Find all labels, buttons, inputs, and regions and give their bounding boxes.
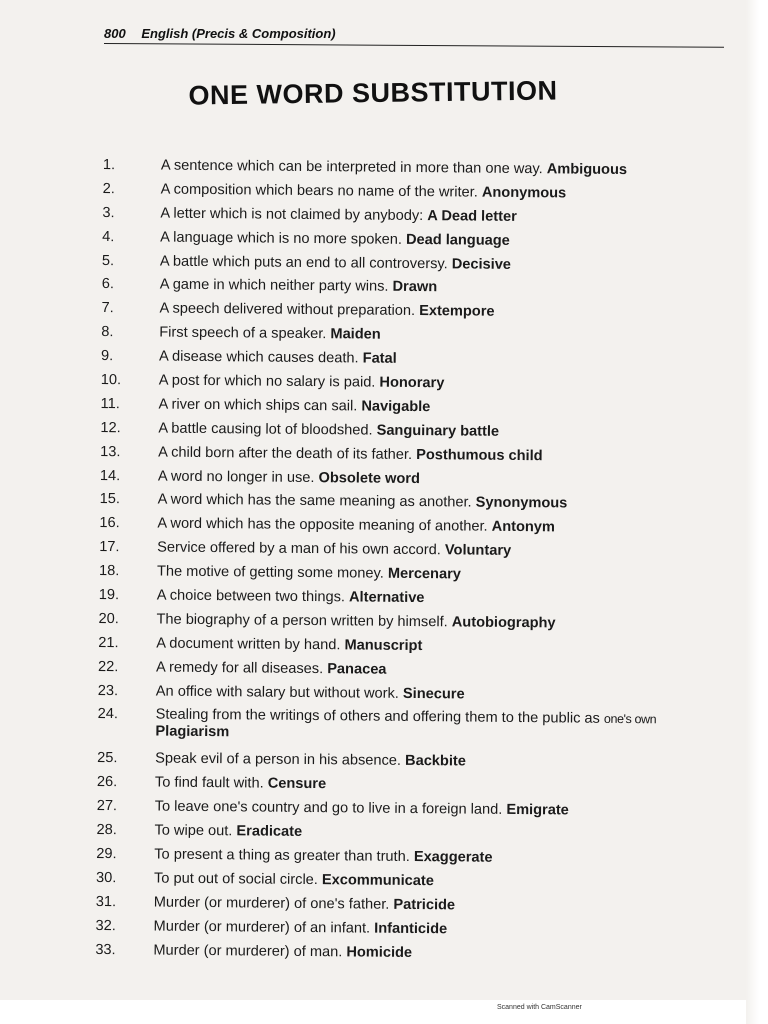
item-number: 27. — [96, 798, 118, 815]
item-number: 15. — [99, 491, 121, 508]
item-text — [160, 250, 511, 277]
item-answer: Antonym — [491, 519, 556, 536]
item-definition: Murder (or murderer) of an infant. — [153, 918, 371, 937]
item-text — [153, 939, 412, 965]
item-text — [156, 680, 465, 707]
item-text — [159, 370, 445, 397]
item-answer: Alternative — [348, 589, 425, 607]
item-number: 9. — [100, 348, 114, 365]
item-text — [158, 393, 430, 420]
item-answer: Maiden — [330, 326, 381, 343]
item-definition: Murder (or murderer) of one's father. — [153, 894, 390, 913]
item-number: 24. — [97, 706, 118, 723]
item-number: 19. — [98, 587, 120, 604]
item-number: 32. — [95, 917, 116, 934]
item-text — [157, 585, 425, 611]
substitution-list — [95, 154, 743, 969]
item-text — [155, 748, 466, 775]
item-definition: To find fault with. — [154, 774, 264, 792]
item-text — [153, 915, 447, 942]
item-text — [158, 465, 420, 491]
item-definition: To present a thing as greater than truth. — [154, 846, 410, 866]
item-number: 22. — [98, 658, 119, 675]
item-definition: The biography of a person written by himself. — [156, 611, 448, 631]
item-number: 1. — [102, 156, 116, 174]
item-number: 4. — [102, 228, 115, 245]
item-number: 2. — [102, 180, 115, 198]
item-answer: Voluntary — [444, 542, 512, 560]
item-definition: A word which has the same meaning as another. — [157, 492, 472, 512]
item-text — [156, 656, 387, 682]
item-number: 13. — [100, 443, 121, 460]
item-number: 30. — [95, 869, 117, 887]
item-text — [157, 537, 511, 564]
item-definition: Murder (or murderer) of man. — [153, 942, 343, 960]
item-answer: Obsolete word — [318, 469, 420, 487]
item-answer: Sinecure — [402, 685, 465, 703]
item-definition: A game in which neither party wins. — [159, 277, 389, 296]
item-number: 3. — [102, 204, 115, 221]
item-answer: Mercenary — [387, 565, 461, 583]
item-number: 26. — [96, 774, 118, 791]
item-answer: Plagiarism — [155, 724, 230, 741]
item-definition: A river on which ships can sail. — [158, 396, 358, 415]
item-text — [154, 820, 302, 845]
item-text — [154, 844, 493, 871]
item-answer: Posthumous child — [416, 446, 543, 464]
item-text — [159, 346, 397, 372]
item-definition: A word which has the opposite meaning of another. — [157, 515, 488, 536]
item-answer: Drawn — [392, 279, 438, 296]
item-definition: To leave one's country and go to live in a foreign land. — [154, 798, 503, 819]
item-number: 16. — [99, 515, 120, 532]
item-answer: Anonymous — [481, 184, 567, 202]
item-answer: Eradicate — [236, 823, 303, 841]
item-number: 31. — [95, 893, 117, 910]
item-definition: A composition which bears no name of the writer. — [160, 181, 478, 201]
item-definition: A word no longer in use. — [157, 468, 315, 486]
item-answer: Panacea — [327, 660, 387, 678]
item-number: 29. — [96, 846, 117, 863]
item-definition: A document written by hand. — [156, 635, 341, 654]
item-answer: Autobiography — [451, 614, 556, 632]
item-text — [155, 707, 735, 747]
item-number: 17. — [99, 539, 120, 556]
item-answer: Fatal — [362, 350, 397, 367]
item-text — [160, 226, 510, 253]
item-answer: Excommunicate — [321, 872, 434, 890]
item-text — [154, 867, 434, 894]
item-number: 8. — [101, 324, 114, 341]
item-number: 21. — [98, 634, 119, 651]
item-answer: Synonymous — [475, 495, 568, 512]
item-definition: First speech of a speaker. — [159, 324, 327, 343]
list-item — [95, 939, 735, 969]
item-answer: Navigable — [361, 398, 431, 416]
item-definition-tail: one's own — [603, 712, 657, 727]
item-answer: Sanguinary battle — [376, 422, 500, 440]
item-number: 6. — [101, 276, 114, 293]
item-definition: A speech delivered without preparation. — [159, 300, 416, 320]
item-answer: Homicide — [346, 943, 413, 961]
item-number: 18. — [98, 563, 120, 580]
item-definition: Speak evil of a person in his absence. — [155, 751, 402, 770]
item-text — [160, 202, 517, 229]
item-number: 12. — [100, 419, 121, 436]
item-answer: Exaggerate — [413, 849, 493, 866]
item-number: 10. — [100, 372, 122, 389]
item-number: 7. — [101, 300, 114, 317]
item-number: 25. — [97, 750, 118, 767]
item-text — [159, 298, 494, 325]
page-title: ONE WORD SUBSTITUTION — [188, 75, 558, 111]
item-answer: Emigrate — [506, 802, 569, 819]
item-answer: Backbite — [404, 753, 466, 770]
item-answer: Extempore — [419, 303, 495, 321]
item-text — [155, 772, 326, 798]
book-title: English (Precis & Composition) — [141, 26, 336, 41]
item-definition: A remedy for all diseases. — [155, 659, 324, 677]
item-definition: A choice between two things. — [156, 587, 346, 606]
item-answer: Manuscript — [344, 637, 423, 654]
scanner-watermark: Scanned with CamScanner — [497, 1004, 582, 1011]
item-definition: A post for which no salary is paid. — [158, 372, 376, 391]
item-definition: A letter which is not claimed by anybody: — [160, 205, 424, 224]
item-definition: A battle which puts an end to all controversy. — [159, 253, 448, 272]
item-answer: Infanticide — [374, 920, 448, 938]
item-number: 33. — [95, 941, 116, 958]
item-definition: The motive of getting some money. — [156, 563, 384, 582]
item-answer: Ambiguous — [546, 161, 628, 179]
item-answer: Honorary — [379, 374, 445, 392]
item-number: 20. — [98, 610, 119, 628]
item-definition: A sentence which can be interpreted in more than one way. — [160, 157, 543, 178]
item-text — [158, 417, 499, 444]
item-text — [160, 274, 438, 301]
item-number: 11. — [100, 395, 120, 413]
item-text — [154, 891, 456, 918]
item-number: 28. — [96, 822, 117, 839]
header-rule — [104, 43, 724, 48]
item-number: 23. — [97, 682, 119, 699]
item-definition: A battle causing lot of bloodshed. — [158, 420, 373, 439]
item-definition: A child born after the death of its father. — [158, 444, 413, 463]
list-item — [97, 703, 737, 753]
item-answer: Dead language — [405, 231, 510, 249]
item-text — [159, 322, 381, 348]
item-answer: Patricide — [393, 896, 456, 914]
item-definition: An office with salary but without work. — [155, 683, 399, 702]
item-text — [156, 632, 422, 658]
running-header — [104, 26, 336, 41]
item-definition: Stealing from the writings of others and offering them to the public as — [155, 707, 600, 728]
item-answer: A Dead letter — [427, 207, 517, 225]
item-number: 14. — [99, 467, 121, 484]
item-definition: To wipe out. — [154, 822, 233, 840]
page-number: 800 — [104, 26, 126, 41]
item-answer: Decisive — [451, 255, 512, 273]
item-text — [157, 561, 461, 588]
item-definition: To put out of social circle. — [153, 870, 318, 889]
item-definition: A language which is no more spoken. — [160, 229, 403, 248]
scan-edge — [746, 0, 768, 1024]
item-answer: Censure — [267, 775, 327, 793]
item-definition: A disease which causes death. — [158, 348, 359, 367]
item-number: 5. — [101, 252, 115, 269]
item-definition: Service offered by a man of his own accord. — [157, 539, 441, 559]
